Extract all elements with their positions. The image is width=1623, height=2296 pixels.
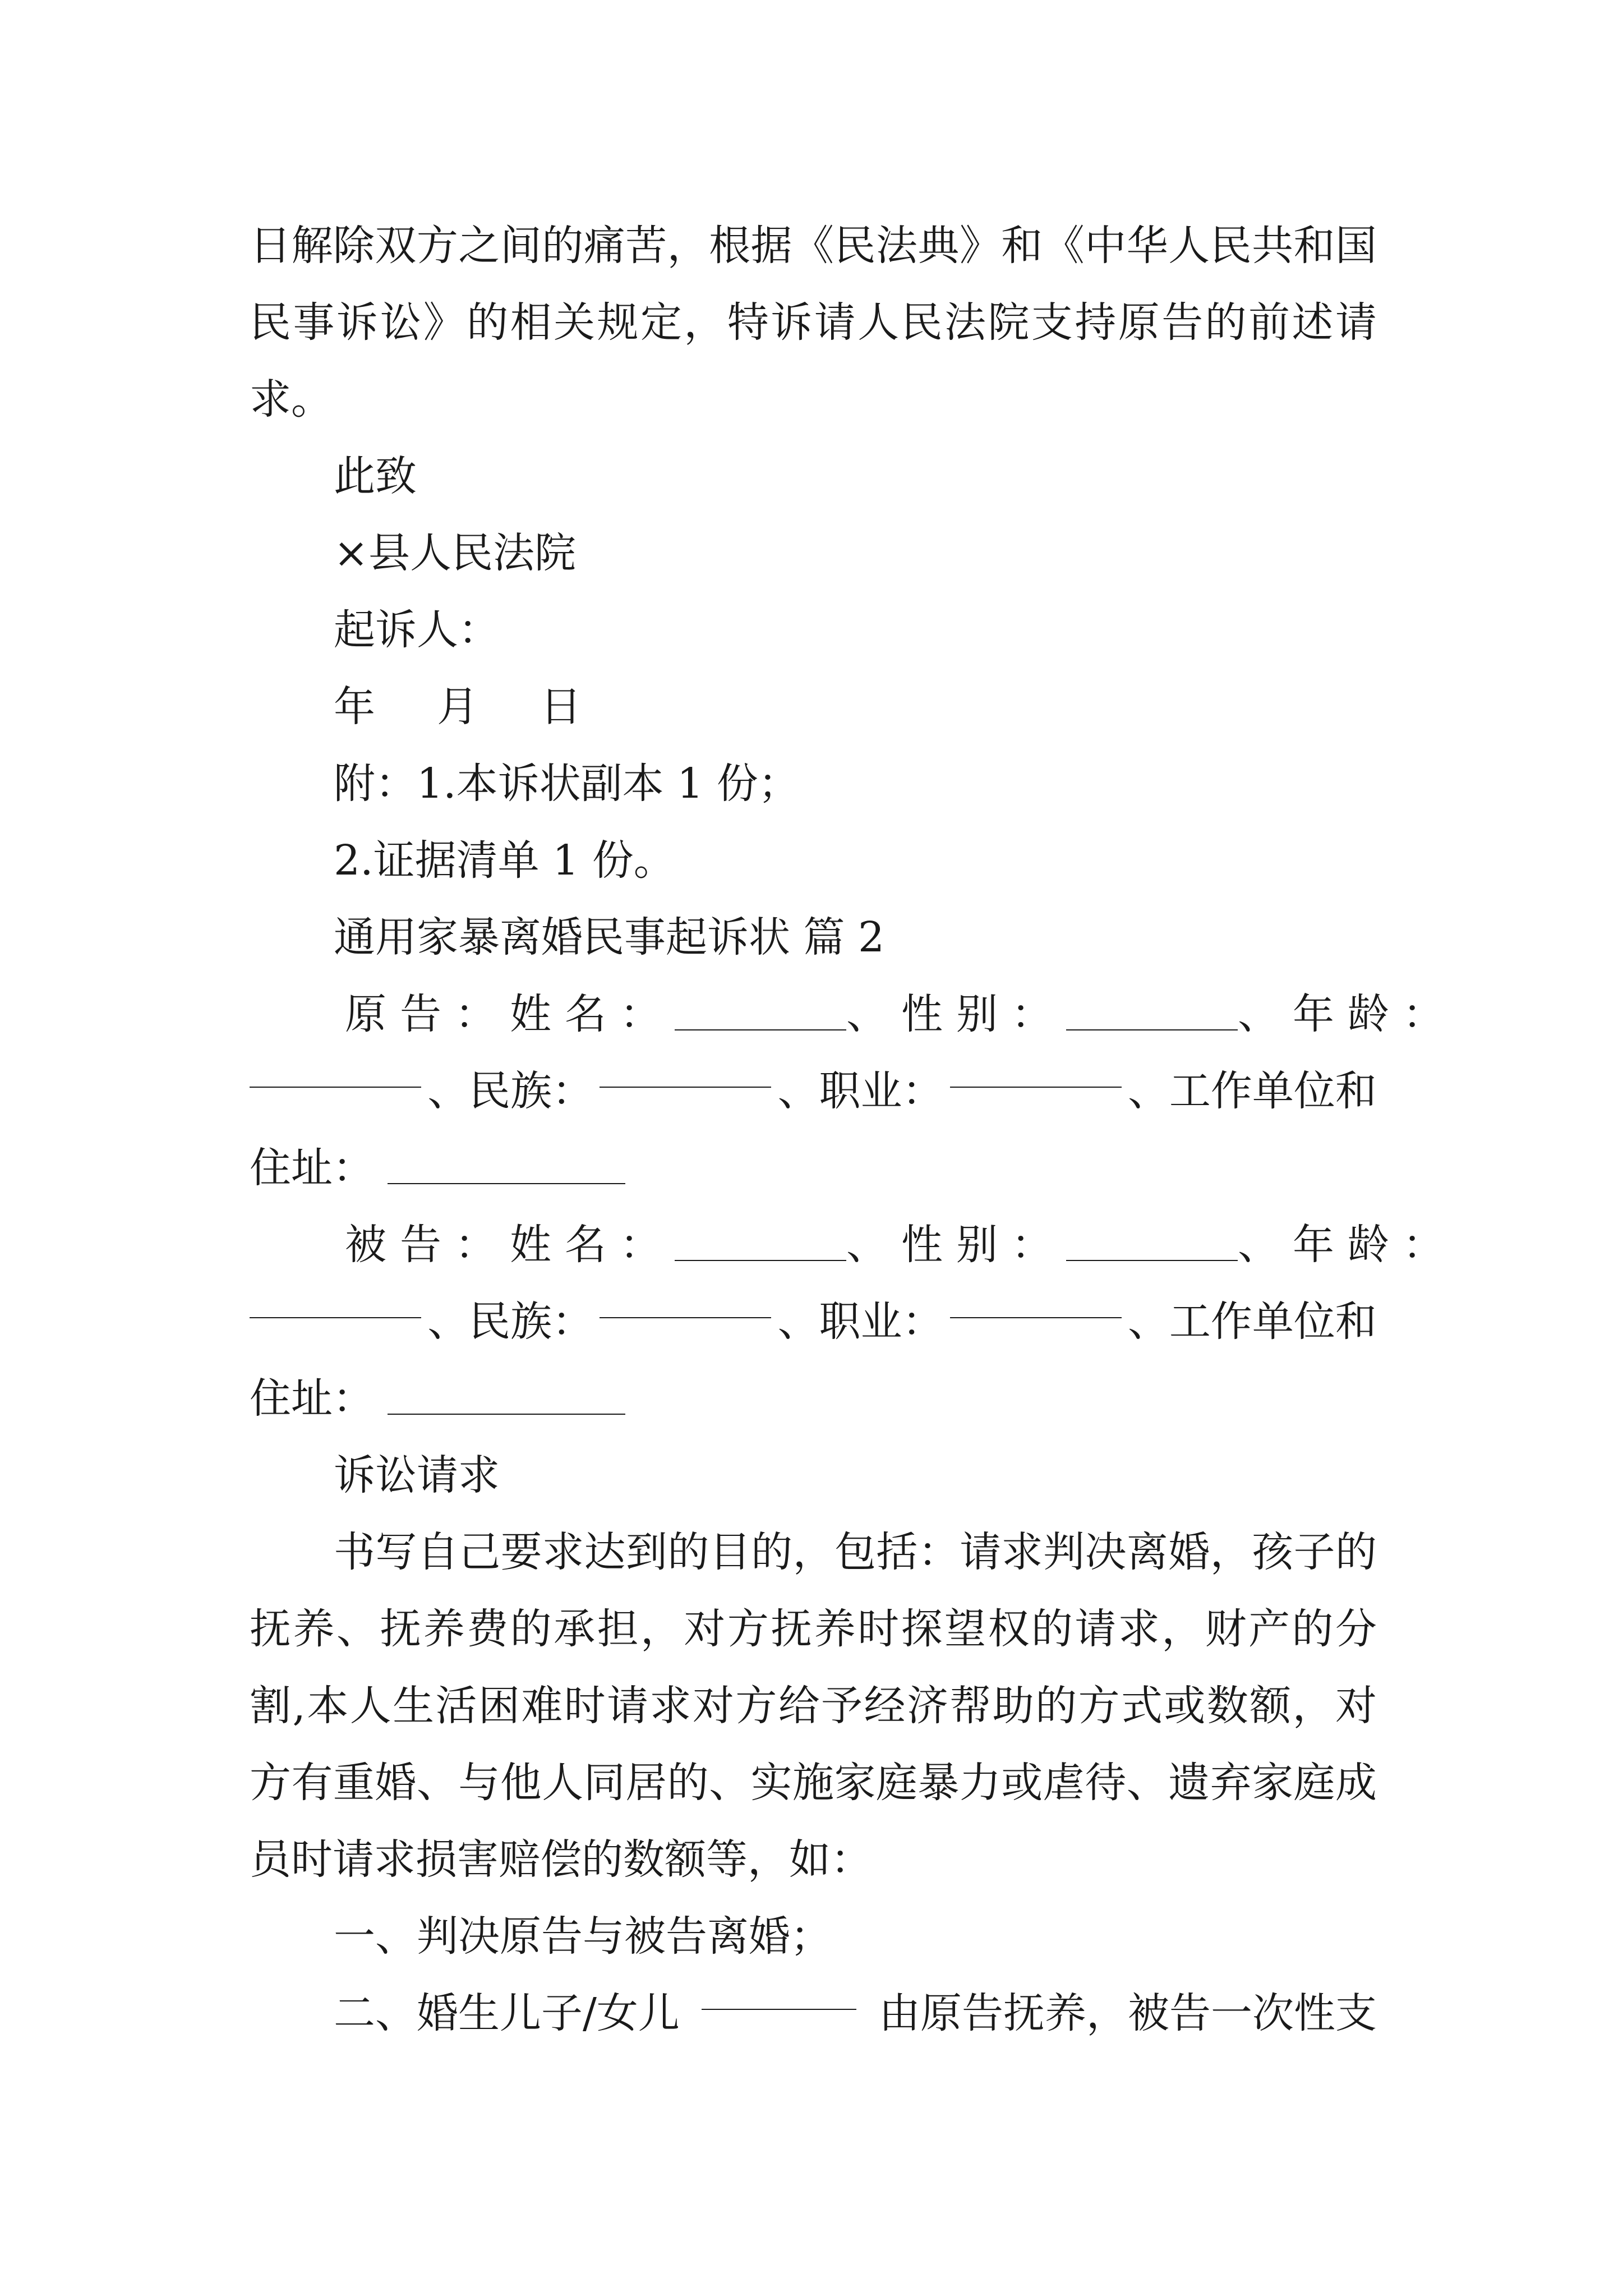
plaintiff-line-3: [250, 1130, 1377, 1207]
defendant-name-blank[interactable]: [675, 1226, 846, 1261]
defendant-job-blank[interactable]: [950, 1283, 1122, 1318]
claim-2-start: 二、婚生儿子/女儿: [334, 1989, 680, 2037]
court-name: ×县人民法院: [334, 529, 577, 577]
claims-heading: 诉讼请求: [334, 1451, 500, 1499]
document-page: [250, 208, 1458, 2052]
plaintiff-gender-label: 、性别：: [846, 990, 1066, 1038]
plaintiff-label: 原告：: [345, 990, 510, 1038]
defendant-line-3: [250, 1360, 1377, 1437]
claims-body: 书写自己要求达到的目的，包括：请求判决离婚，孩子的抚养、抚养费的承担，对方抚养时探望权的请求，财产的分割,本人生活困难时请求对方给予经济帮助的方式或数额，对方有重婚、与他人同居的、实施家庭暴力或虐待、遗弃家庭成员时请求损害赔偿的数额等，如：: [250, 1528, 1377, 1884]
attachment-1: 附：1.本诉状副本 1 份；: [334, 760, 800, 808]
claim-2-end: 由原告抚养，被告一次性支: [879, 1989, 1377, 2037]
plaintiff-job-blank[interactable]: [950, 1053, 1122, 1088]
plaintiff-name-label: 姓名：: [510, 990, 675, 1038]
plaintiff-address-blank[interactable]: [388, 1149, 625, 1184]
defendant-address-label: 住址：: [250, 1374, 374, 1423]
plaintiff-ethnicity-label: 、民族：: [427, 1067, 594, 1115]
paragraph-closing-reason: 日解除双方之间的痛苦，根据《民法典》和《中华人民共和国民事诉讼》的相关规定，特诉请人民法院支持原告的前述请求。: [250, 222, 1377, 424]
defendant-job-label: 、职业：: [777, 1297, 944, 1346]
plaintiff-line-1: [250, 976, 1458, 1053]
defendant-age-blank[interactable]: [250, 1283, 421, 1318]
plaintiff-name-blank[interactable]: [675, 996, 846, 1030]
plaintiff-age-blank[interactable]: [250, 1053, 421, 1088]
attachment-2: 2.证据清单 1 份。: [334, 836, 675, 885]
defendant-address-blank[interactable]: [388, 1380, 625, 1415]
claim-2: [250, 1975, 1377, 2052]
plaintiff-work-label: 、工作单位和: [1127, 1067, 1377, 1115]
defendant-name-label: 姓名：: [510, 1221, 675, 1269]
plaintiff-line-2: [250, 1053, 1377, 1130]
plaintiff-age-label: 、年龄：: [1238, 990, 1458, 1038]
defendant-gender-blank[interactable]: [1066, 1226, 1238, 1261]
plaintiff-address-label: 住址：: [250, 1144, 374, 1192]
defendant-ethnicity-label: 、民族：: [427, 1297, 594, 1346]
plaintiff-signature: 起诉人：: [334, 606, 500, 654]
defendant-work-label: 、工作单位和: [1127, 1297, 1377, 1346]
date-line: [250, 669, 1377, 746]
defendant-ethnicity-blank[interactable]: [600, 1283, 771, 1318]
plaintiff-ethnicity-blank[interactable]: [600, 1053, 771, 1088]
defendant-line-1: [250, 1207, 1458, 1283]
claim-1: 一、判决原告与被告离婚；: [334, 1912, 832, 1961]
defendant-label: 被告：: [345, 1221, 510, 1269]
section-heading: 通用家暴离婚民事起诉状 篇 2: [334, 913, 885, 961]
plaintiff-gender-blank[interactable]: [1066, 996, 1238, 1030]
salutation: 此致: [334, 452, 417, 500]
plaintiff-job-label: 、职业：: [777, 1067, 944, 1115]
defendant-line-2: [250, 1283, 1377, 1360]
defendant-age-label: 、年龄：: [1238, 1221, 1458, 1269]
child-name-blank[interactable]: [702, 1975, 856, 2010]
defendant-gender-label: 、性别：: [846, 1221, 1066, 1269]
date-text: 年 月 日: [334, 683, 592, 731]
